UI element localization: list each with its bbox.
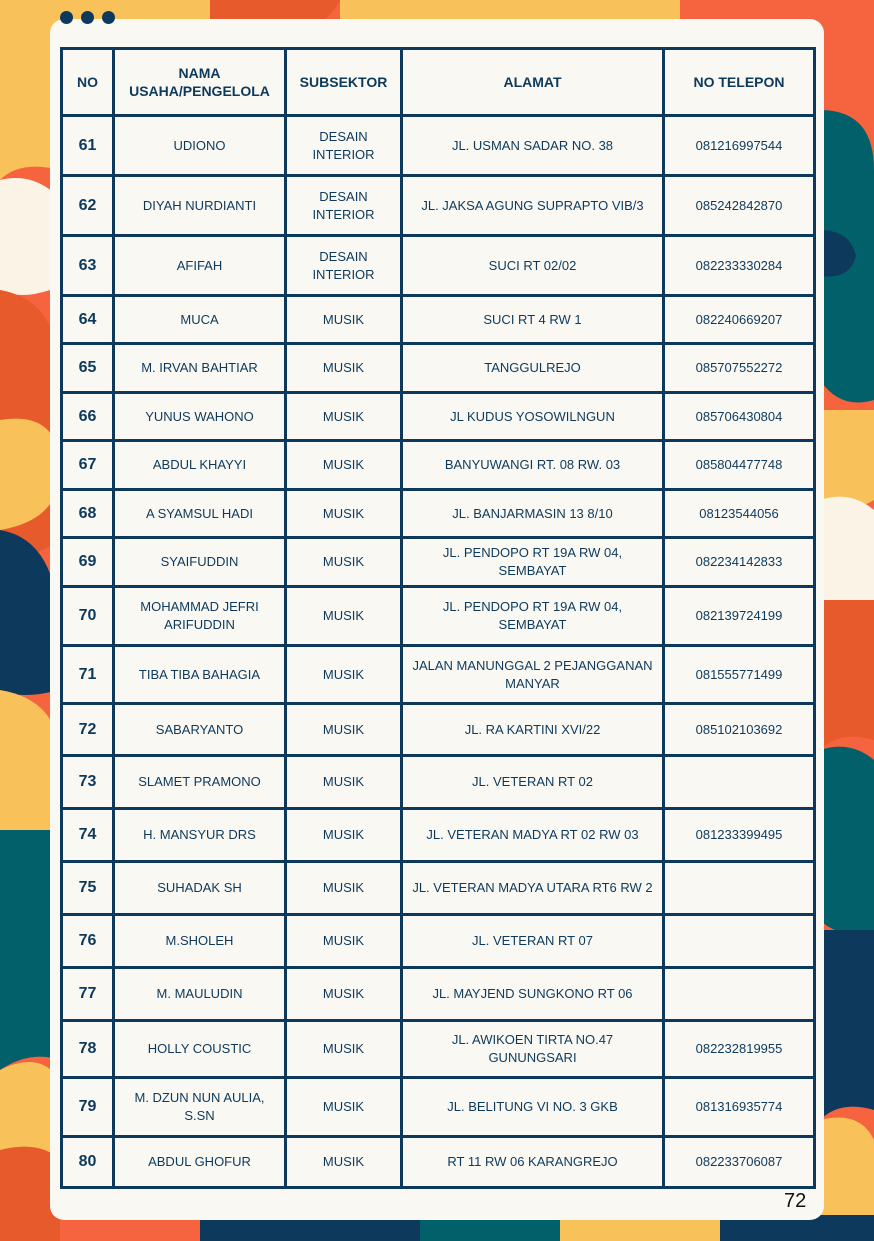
- cell-no: 68: [62, 490, 114, 538]
- cell-no: 76: [62, 915, 114, 968]
- cell-no: 78: [62, 1021, 114, 1078]
- table-row: [62, 809, 815, 862]
- cell-telepon: 081216997544: [664, 116, 815, 176]
- table-row: [62, 441, 815, 490]
- cell-alamat: JL. BANJARMASIN 13 8/10: [402, 490, 664, 538]
- header-nama: NAMA USAHA/PENGELOLA: [114, 49, 286, 116]
- cell-telepon: [664, 862, 815, 915]
- cell-subsektor: MUSIK: [286, 1021, 402, 1078]
- table-row: [62, 116, 815, 176]
- page-number: 72: [784, 1190, 807, 1212]
- cell-no: 75: [62, 862, 114, 915]
- cell-alamat: BANYUWANGI RT. 08 RW. 03: [402, 441, 664, 490]
- cell-subsektor: MUSIK: [286, 344, 402, 393]
- cell-alamat: JL. VETERAN MADYA UTARA RT6 RW 2: [402, 862, 664, 915]
- cell-nama: UDIONO: [114, 116, 286, 176]
- table-row: [62, 1078, 815, 1137]
- cell-nama: M.SHOLEH: [114, 915, 286, 968]
- table-row: [62, 490, 815, 538]
- cell-subsektor: DESAIN INTERIOR: [286, 236, 402, 296]
- table-row: [62, 344, 815, 393]
- cell-subsektor: MUSIK: [286, 704, 402, 756]
- cell-no: 61: [62, 116, 114, 176]
- cell-subsektor: DESAIN INTERIOR: [286, 176, 402, 236]
- cell-subsektor: MUSIK: [286, 1137, 402, 1188]
- dot-2: [81, 11, 94, 24]
- cell-telepon: 082233330284: [664, 236, 815, 296]
- cell-no: 65: [62, 344, 114, 393]
- cell-telepon: [664, 915, 815, 968]
- cell-nama: A SYAMSUL HADI: [114, 490, 286, 538]
- cell-telepon: 085242842870: [664, 176, 815, 236]
- cell-subsektor: MUSIK: [286, 1078, 402, 1137]
- table-row: [62, 756, 815, 809]
- cell-nama: ABDUL GHOFUR: [114, 1137, 286, 1188]
- cell-subsektor: MUSIK: [286, 490, 402, 538]
- table-row: [62, 176, 815, 236]
- cell-telepon: 082232819955: [664, 1021, 815, 1078]
- cell-subsektor: MUSIK: [286, 587, 402, 646]
- cell-alamat: JL. PENDOPO RT 19A RW 04, SEMBAYAT: [402, 538, 664, 587]
- cell-nama: SYAIFUDDIN: [114, 538, 286, 587]
- cell-nama: SABARYANTO: [114, 704, 286, 756]
- cell-subsektor: MUSIK: [286, 968, 402, 1021]
- cell-telepon: 085804477748: [664, 441, 815, 490]
- cell-alamat: JL. USMAN SADAR NO. 38: [402, 116, 664, 176]
- table-row: [62, 646, 815, 704]
- cell-subsektor: MUSIK: [286, 441, 402, 490]
- cell-alamat: JL. JAKSA AGUNG SUPRAPTO VIB/3: [402, 176, 664, 236]
- header-no: NO: [62, 49, 114, 116]
- cell-subsektor: MUSIK: [286, 646, 402, 704]
- cell-nama: M. DZUN NUN AULIA, S.SN: [114, 1078, 286, 1137]
- cell-subsektor: MUSIK: [286, 862, 402, 915]
- table-row: [62, 704, 815, 756]
- cell-alamat: SUCI RT 4 RW 1: [402, 296, 664, 344]
- cell-subsektor: MUSIK: [286, 296, 402, 344]
- cell-telepon: 081233399495: [664, 809, 815, 862]
- cell-subsektor: DESAIN INTERIOR: [286, 116, 402, 176]
- cell-telepon: [664, 756, 815, 809]
- window-dots: [60, 11, 115, 24]
- cell-alamat: TANGGULREJO: [402, 344, 664, 393]
- cell-nama: YUNUS WAHONO: [114, 393, 286, 441]
- table-row: [62, 236, 815, 296]
- cell-nama: M. MAULUDIN: [114, 968, 286, 1021]
- cell-alamat: JL. BELITUNG VI NO. 3 GKB: [402, 1078, 664, 1137]
- table-row: [62, 915, 815, 968]
- cell-subsektor: MUSIK: [286, 538, 402, 587]
- cell-no: 66: [62, 393, 114, 441]
- cell-telepon: 085706430804: [664, 393, 815, 441]
- cell-nama: M. IRVAN BAHTIAR: [114, 344, 286, 393]
- table-row: [62, 1021, 815, 1078]
- cell-alamat: JL. RA KARTINI XVI/22: [402, 704, 664, 756]
- cell-nama: AFIFAH: [114, 236, 286, 296]
- table-row: [62, 862, 815, 915]
- dot-3: [102, 11, 115, 24]
- dot-1: [60, 11, 73, 24]
- cell-alamat: RT 11 RW 06 KARANGREJO: [402, 1137, 664, 1188]
- cell-no: 69: [62, 538, 114, 587]
- cell-alamat: JL. MAYJEND SUNGKONO RT 06: [402, 968, 664, 1021]
- cell-nama: MUCA: [114, 296, 286, 344]
- cell-telepon: 081555771499: [664, 646, 815, 704]
- cell-no: 63: [62, 236, 114, 296]
- table-row: [62, 968, 815, 1021]
- cell-alamat: JALAN MANUNGGAL 2 PEJANGGANAN MANYAR: [402, 646, 664, 704]
- cell-no: 62: [62, 176, 114, 236]
- cell-telepon: 082240669207: [664, 296, 815, 344]
- cell-no: 73: [62, 756, 114, 809]
- cell-nama: MOHAMMAD JEFRI ARIFUDDIN: [114, 587, 286, 646]
- table-row: [62, 296, 815, 344]
- cell-telepon: 081316935774: [664, 1078, 815, 1137]
- table-row: [62, 1137, 815, 1188]
- cell-no: 71: [62, 646, 114, 704]
- cell-alamat: JL. PENDOPO RT 19A RW 04, SEMBAYAT: [402, 587, 664, 646]
- data-table: [60, 47, 816, 1189]
- cell-alamat: JL. AWIKOEN TIRTA NO.47 GUNUNGSARI: [402, 1021, 664, 1078]
- cell-nama: DIYAH NURDIANTI: [114, 176, 286, 236]
- cell-telepon: 082139724199: [664, 587, 815, 646]
- cell-telepon: 085707552272: [664, 344, 815, 393]
- table-row: [62, 587, 815, 646]
- table-row: [62, 538, 815, 587]
- cell-no: 80: [62, 1137, 114, 1188]
- cell-no: 74: [62, 809, 114, 862]
- cell-nama: TIBA TIBA BAHAGIA: [114, 646, 286, 704]
- cell-alamat: JL. VETERAN MADYA RT 02 RW 03: [402, 809, 664, 862]
- cell-alamat: SUCI RT 02/02: [402, 236, 664, 296]
- header-alamat: ALAMAT: [402, 49, 664, 116]
- cell-subsektor: MUSIK: [286, 393, 402, 441]
- cell-nama: SUHADAK SH: [114, 862, 286, 915]
- header-subsektor: SUBSEKTOR: [286, 49, 402, 116]
- cell-nama: SLAMET PRAMONO: [114, 756, 286, 809]
- cell-subsektor: MUSIK: [286, 756, 402, 809]
- cell-subsektor: MUSIK: [286, 809, 402, 862]
- cell-alamat: JL. VETERAN RT 02: [402, 756, 664, 809]
- cell-alamat: JL KUDUS YOSOWILNGUN: [402, 393, 664, 441]
- cell-no: 72: [62, 704, 114, 756]
- cell-alamat: JL. VETERAN RT 07: [402, 915, 664, 968]
- cell-telepon: 082234142833: [664, 538, 815, 587]
- cell-no: 79: [62, 1078, 114, 1137]
- cell-no: 77: [62, 968, 114, 1021]
- cell-nama: HOLLY COUSTIC: [114, 1021, 286, 1078]
- cell-no: 64: [62, 296, 114, 344]
- cell-subsektor: MUSIK: [286, 915, 402, 968]
- cell-telepon: 082233706087: [664, 1137, 815, 1188]
- header-telepon: NO TELEPON: [664, 49, 815, 116]
- cell-telepon: [664, 968, 815, 1021]
- cell-nama: ABDUL KHAYYI: [114, 441, 286, 490]
- table-header-row: [62, 49, 815, 116]
- cell-no: 70: [62, 587, 114, 646]
- cell-telepon: 085102103692: [664, 704, 815, 756]
- cell-nama: H. MANSYUR DRS: [114, 809, 286, 862]
- cell-telepon: 08123544056: [664, 490, 815, 538]
- cell-no: 67: [62, 441, 114, 490]
- table-row: [62, 393, 815, 441]
